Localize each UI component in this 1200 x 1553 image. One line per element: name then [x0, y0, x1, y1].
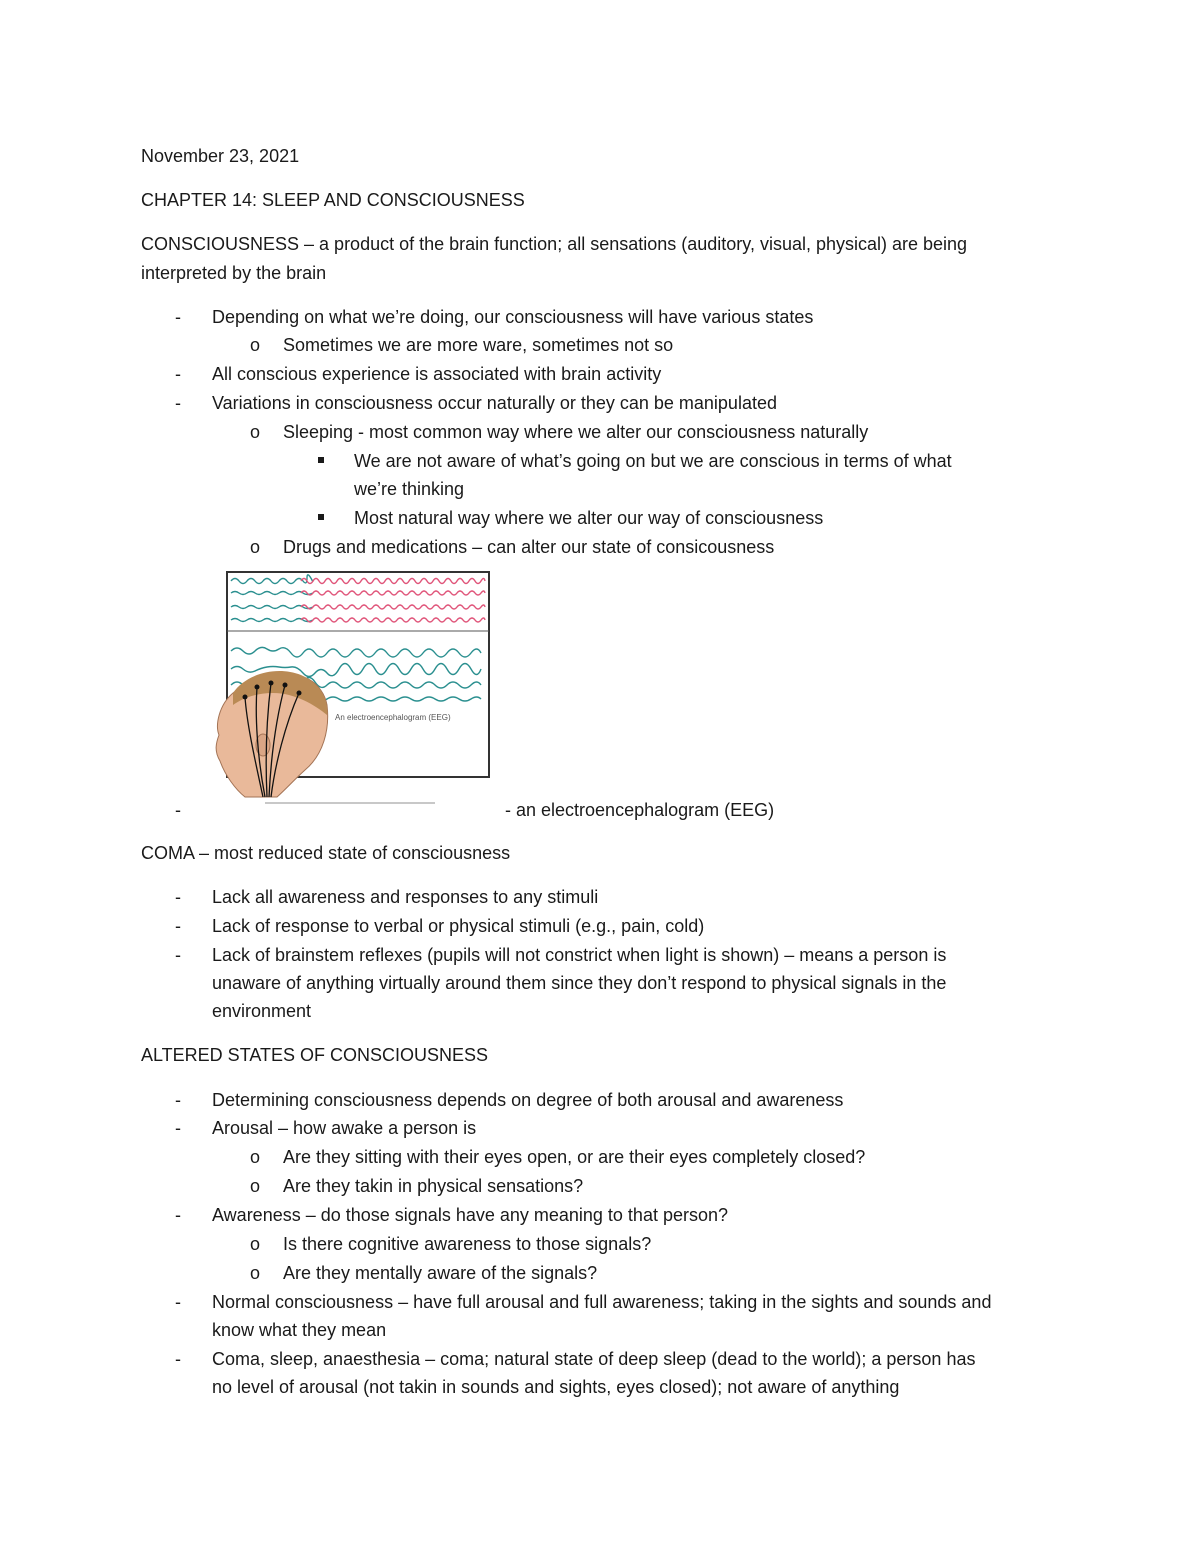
list-item: Sleeping - most common way where we alter our consciousness naturally [283, 422, 869, 442]
dash-marker: - [175, 307, 181, 327]
list-item: Variations in consciousness occur naturally or they can be manipulated [212, 393, 777, 413]
dash-marker: - [175, 1349, 181, 1369]
list-item: Lack of brainstem reflexes (pupils will not constrict when light is shown) – means a person is [212, 945, 947, 965]
circle-marker: o [250, 1263, 261, 1283]
dash-marker: - [175, 1090, 181, 1110]
list-item: Are they takin in physical sensations? [283, 1176, 584, 1196]
document-date: November 23, 2021 [141, 146, 300, 166]
circle-marker: o [250, 537, 261, 557]
list-item: Lack all awareness and responses to any stimuli [212, 887, 599, 907]
eeg-figure [205, 565, 500, 810]
dash-marker: - [175, 916, 181, 936]
eeg-illustration [205, 565, 500, 810]
coma-heading: COMA – most reduced state of consciousness [141, 843, 511, 863]
circle-marker: o [250, 1147, 261, 1167]
dash-marker: - [175, 393, 181, 413]
eeg-inner-label: An electroencephalogram (EEG) [335, 713, 451, 722]
circle-marker: o [250, 1234, 261, 1254]
list-item: Determining consciousness depends on degree of both arousal and awareness [212, 1090, 844, 1110]
list-item: Are they sitting with their eyes open, or are their eyes completely closed? [283, 1147, 866, 1167]
dash-marker: - [175, 1205, 181, 1225]
list-item-continuation: we’re thinking [354, 479, 465, 499]
list-item: Normal consciousness – have full arousal and full awareness; taking in the sights and sounds and [212, 1292, 992, 1312]
square-bullet-icon [318, 457, 324, 463]
square-bullet-icon [318, 514, 324, 520]
list-item-continuation: know what they mean [212, 1320, 387, 1340]
figure-caption: - an electroencephalogram (EEG) [505, 800, 775, 820]
list-item: Are they mentally aware of the signals? [283, 1263, 598, 1283]
list-item-continuation: unaware of anything virtually around them since they don’t respond to physical signals in the [212, 973, 947, 993]
list-item: Most natural way where we alter our way of consciousness [354, 508, 824, 528]
circle-marker: o [250, 335, 261, 355]
list-item: Is there cognitive awareness to those signals? [283, 1234, 652, 1254]
dash-marker: - [175, 1118, 181, 1138]
list-item: Coma, sleep, anaesthesia – coma; natural state of deep sleep (dead to the world); a person has [212, 1349, 976, 1369]
consciousness-definition-line-2: interpreted by the brain [141, 263, 327, 283]
list-item: Depending on what we’re doing, our consciousness will have various states [212, 307, 814, 327]
circle-marker: o [250, 422, 261, 442]
consciousness-definition-line-1: CONSCIOUSNESS – a product of the brain function; all sensations (auditory, visual, physical) are being [141, 234, 968, 254]
dash-marker: - [175, 364, 181, 384]
list-item-continuation: environment [212, 1001, 312, 1021]
list-item: All conscious experience is associated with brain activity [212, 364, 662, 384]
list-item: Arousal – how awake a person is [212, 1118, 477, 1138]
chapter-title: CHAPTER 14: SLEEP AND CONSCIOUSNESS [141, 190, 525, 210]
list-item: Awareness – do those signals have any meaning to that person? [212, 1205, 729, 1225]
circle-marker: o [250, 1176, 261, 1196]
list-item-continuation: no level of arousal (not takin in sounds and sights, eyes closed); not aware of anything [212, 1377, 900, 1397]
dash-marker: - [175, 800, 181, 820]
list-item: We are not aware of what’s going on but we are conscious in terms of what [354, 451, 952, 471]
dash-marker: - [175, 887, 181, 907]
list-item: Drugs and medications – can alter our state of consicousness [283, 537, 775, 557]
dash-marker: - [175, 1292, 181, 1312]
list-item: Lack of response to verbal or physical stimuli (e.g., pain, cold) [212, 916, 705, 936]
dash-marker: - [175, 945, 181, 965]
altered-states-heading: ALTERED STATES OF CONSCIOUSNESS [141, 1045, 489, 1065]
list-item: Sometimes we are more ware, sometimes not so [283, 335, 674, 355]
